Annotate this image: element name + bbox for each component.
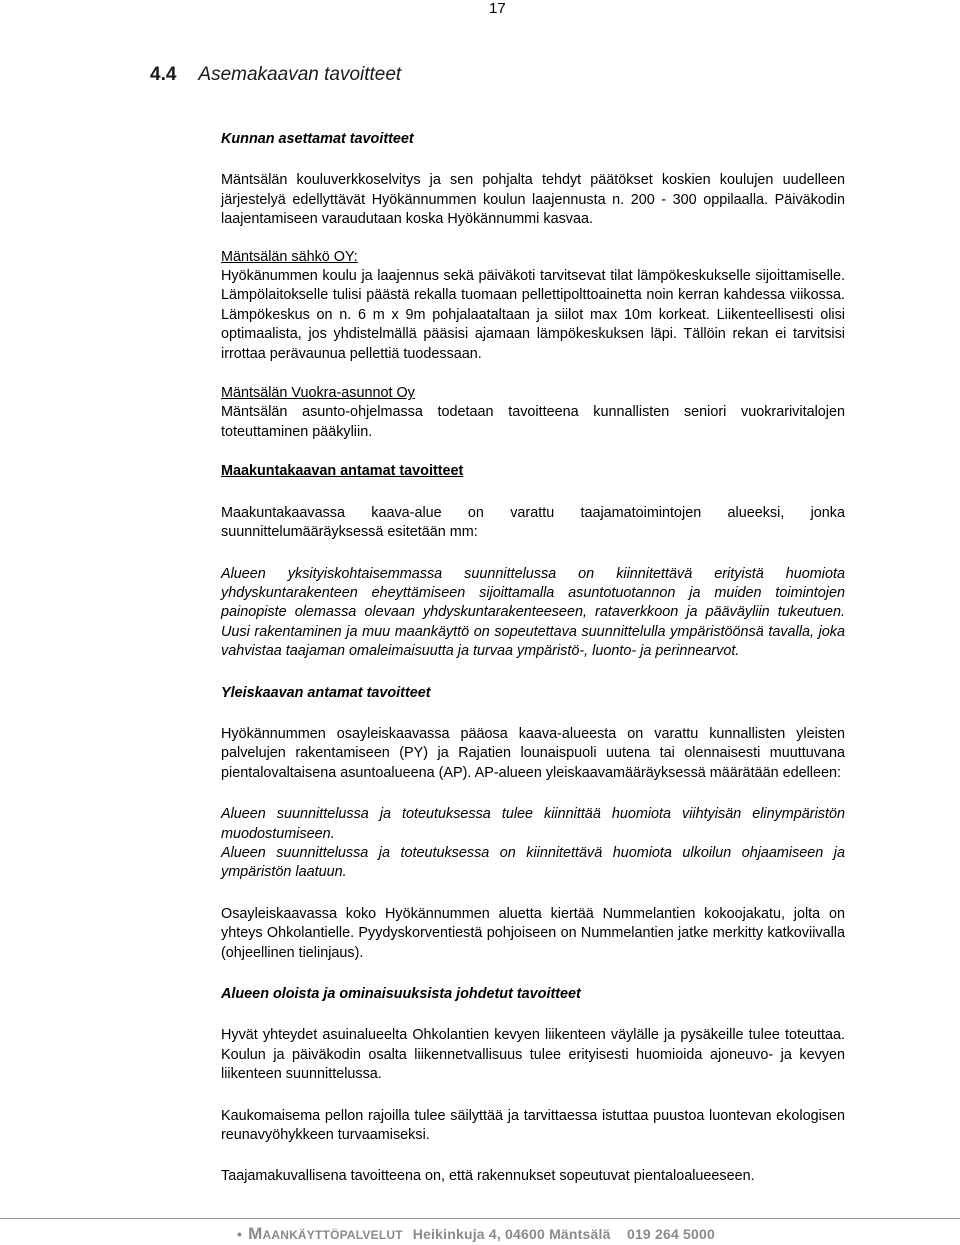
olo-paragraph-1: Hyvät yhteydet asuinalueelta Ohkolantien kevyen liikenteen väylälle ja pysäkeille tulee toteuttaa. Koulun ja päiväkodin osalta liikennetvallisuus tulee erityisesti huomioida ajoneuvo- ja kevyen liikenteen suunnittelussa. <box>221 1027 845 1083</box>
vuokra-title <box>221 384 845 403</box>
section-number: 4.4 <box>150 64 177 85</box>
maakunta-paragraph-2: Alueen yksityiskohtaisemmassa suunnittelussa on kiinnitettävä erityistä huomiota yhdyskuntarakenteen eheyttämiseen sijoittamalla asuntotuotannon ja muiden toimintojen painopiste olemassa olevaan yhdyskuntarakenteeseen, rataverkkoon ja pääväyliin tukeutuen. Uusi rakentaminen ja muu maankäyttö on sopeutettava suunnittelulla ympäristöönsä tavalla, joka vahvistaa taajaman omaleimaisuutta ja turvaa ympäristö-, luonto- ja perinnearvot. <box>221 565 845 660</box>
vuokra-title-text: Mäntsälän Vuokra-asunnot Oy <box>221 385 415 402</box>
sahko-paragraph: Hyökänummen koulu ja laajennus sekä päiväkoti tarvitsevat tilat lämpökeskukselle sijoittamiselle. Lämpölaitokselle tulisi päästä rekalla tuomaan pellettipolttoainetta noin kerran kahdessa viikossa. Lämpökeskus on n. 6 m x 9m pohjalaataltaan ja siilot max 10m korkeat. Liikenteellisesti olisi optimaalista, jos yhdistelmällä pääsisi ajamaan lämpökeskuksen läpi. Tällöin rekan ei tarvitsisi irrottaa perävaunua pellettiä tuodessaan. <box>221 268 845 362</box>
footer-phone: 019 264 5000 <box>626 1226 715 1242</box>
footer-address: Heikinkuja 4, 04600 Mäntsälä <box>412 1226 611 1242</box>
olo-heading: Alueen oloista ja ominaisuuksista johdetut tavoitteet <box>221 986 581 1002</box>
footer <box>237 1224 715 1244</box>
yleis-paragraph-2a: Alueen suunnittelussa ja toteutuksessa tulee kiinnittää huomiota viihtyisän elinympäristön muodostumiseen. <box>221 806 845 842</box>
yleis-paragraph-2b: Alueen suunnittelussa ja toteutuksessa on kiinnitettävä huomiota ulkoilun ohjaamiseen ja ympäristön laatuun. <box>221 844 845 881</box>
vuokra-paragraph: Mäntsälän asunto-ohjelmassa todetaan tavoitteena kunnallisten seniori vuokrarivitalojen toteuttaminen pääkyliin. <box>221 404 845 440</box>
kunta-heading: Kunnan asettamat tavoitteet <box>221 131 414 147</box>
olo-paragraph-3: Taajamakuvallisena tavoitteena on, että rakennukset sopeutuvat pientaloalueeseen. <box>221 1168 755 1185</box>
yleis-paragraph-1: Hyökännummen osayleiskaavassa pääosa kaava-alueesta on varattu kunnallisten yleisten palvelujen rakentamiseen (PY) ja Rajatien lounaispuoli uutena tai olennaisesti muuttuvana pientalovaltaisena asuntoalueena (AP). AP-alueen yleiskaavamääräyksessä määrätään edelleen: <box>221 725 845 781</box>
kunta-paragraph: Mäntsälän kouluverkkoselvitys ja sen pohjalta tehdyt päätökset koskien koulujen uudelleen järjestelyä edellyttävät Hyökännummen koulun laajennusta n. 200 - 300 oppilaalla. Päiväkodin laajentamiseen varaudutaan koska Hyökännummi kasvaa. <box>221 172 845 228</box>
yleis-paragraph-3: Osayleiskaavassa koko Hyökännummen aluetta kiertää Nummelantien kokoojakatu, jolta on yhteys Ohkolantielle. Pyydyskorventiestä pohjoiseen on Nummelantien jatke merkitty katkoviivalla (ohjeellinen tielinjaus). <box>221 905 845 961</box>
maakunta-heading: Maakuntakaavan antamat tavoitteet <box>221 463 464 480</box>
section-title: Asemakaavan tavoitteet <box>198 64 402 85</box>
maakunta-paragraph-1: Maakuntakaavassa kaava-alue on varattu taajamatoimintojen alueeksi, jonka suunnittelumääräyksessä esitetään mm: <box>221 504 845 541</box>
sahko-title-text: Mäntsälän sähkö OY: <box>221 248 358 265</box>
document-body <box>221 130 845 1187</box>
olo-paragraph-2: Kaukomaisema pellon rajoilla tulee säilyttää ja tarvittaessa istuttaa puustoa luontevan ekologisen reunavyöhykkeen turvaamiseksi. <box>221 1107 845 1144</box>
yleis-heading: Yleiskaavan antamat tavoitteet <box>221 684 431 701</box>
footer-company: Maankäyttöpalvelut <box>248 1224 403 1243</box>
sahko-title <box>221 248 845 267</box>
section-heading <box>150 64 401 86</box>
footer-divider <box>0 1218 960 1219</box>
footer-bullet-icon: • <box>237 1226 243 1242</box>
page-number: 17 <box>489 0 506 17</box>
